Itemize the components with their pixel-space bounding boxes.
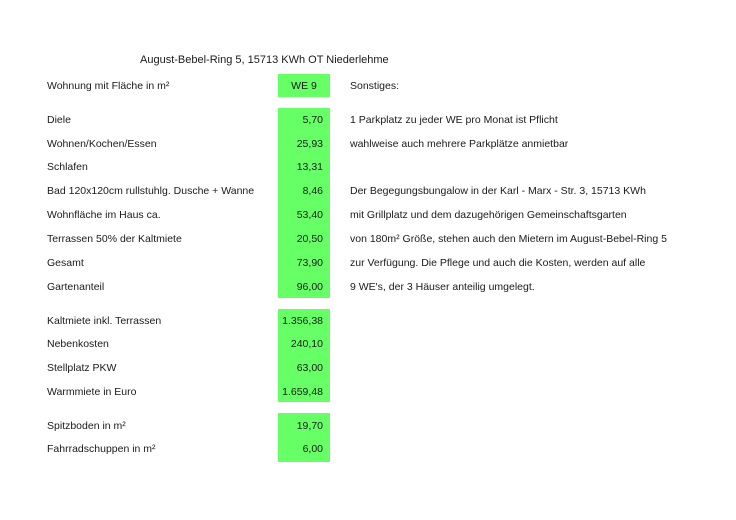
extra-value-spitzboden: 19,70 (296, 420, 323, 432)
note-line: von 180m² Größe, stehen auch den Mietern im August-Bebel-Ring 5 (350, 233, 667, 245)
area-value-diele: 5,70 (302, 114, 323, 126)
area-label-gesamt: Gesamt (47, 257, 84, 269)
cost-label-kaltmiete: Kaltmiete inkl. Terrassen (47, 315, 162, 327)
area-value-wohnen: 25,93 (296, 138, 323, 150)
note-line: Der Begegungsbungalow in der Karl - Marx - Str. 3, 15713 KWh (350, 185, 646, 197)
area-label-bad: Bad 120x120cm rullstuhlg. Dusche + Wanne (47, 185, 255, 197)
header-value: WE 9 (291, 80, 317, 92)
sonstiges-heading: Sonstiges: (350, 80, 400, 92)
area-label-gartenanteil: Gartenanteil (47, 281, 105, 293)
note-line: zur Verfügung. Die Pflege und auch die Kosten, werden auf alle (350, 257, 646, 269)
area-value-wohnflaeche: 53,40 (296, 209, 323, 221)
cost-label-stellplatz: Stellplatz PKW (47, 362, 117, 374)
cost-label-warmmiete: Warmmiete in Euro (47, 386, 137, 398)
area-value-terrassen: 20,50 (296, 233, 323, 245)
cost-value-kaltmiete: 1.356,38 (282, 315, 323, 327)
area-label-wohnflaeche: Wohnfläche im Haus ca. (47, 209, 161, 221)
note-line: 1 Parkplatz zu jeder WE pro Monat ist Pflicht (350, 114, 558, 126)
area-label-diele: Diele (47, 114, 71, 126)
cost-value-warmmiete: 1.659,48 (282, 386, 323, 398)
area-label-terrassen: Terrassen 50% der Kaltmiete (47, 233, 182, 245)
area-value-gesamt: 73,90 (296, 257, 323, 269)
area-label-wohnen: Wohnen/Kochen/Essen (47, 138, 157, 150)
note-line: wahlweise auch mehrere Parkplätze anmietbar (350, 138, 569, 150)
area-label-schlafen: Schlafen (47, 161, 88, 173)
extra-label-fahrradschuppen: Fahrradschuppen in m² (47, 443, 156, 455)
extra-label-spitzboden: Spitzboden in m² (47, 420, 126, 432)
cost-value-nebenkosten: 240,10 (290, 338, 323, 350)
note-line: mit Grillplatz und dem dazugehörigen Gemeinschaftsgarten (350, 209, 627, 221)
document-title: August-Bebel-Ring 5, 15713 KWh OT Niederlehme (140, 54, 389, 66)
area-value-gartenanteil: 96,00 (296, 281, 323, 293)
cost-value-stellplatz: 63,00 (296, 362, 323, 374)
header-label: Wohnung mit Fläche in m² (47, 80, 170, 92)
cost-label-nebenkosten: Nebenkosten (47, 338, 109, 350)
area-value-bad: 8,46 (302, 185, 323, 197)
area-value-schlafen: 13,31 (296, 161, 323, 173)
areas-value-cells (278, 108, 330, 298)
note-line: 9 WE's, der 3 Häuser anteilig umgelegt. (350, 281, 535, 293)
extra-value-fahrradschuppen: 6,00 (302, 443, 323, 455)
